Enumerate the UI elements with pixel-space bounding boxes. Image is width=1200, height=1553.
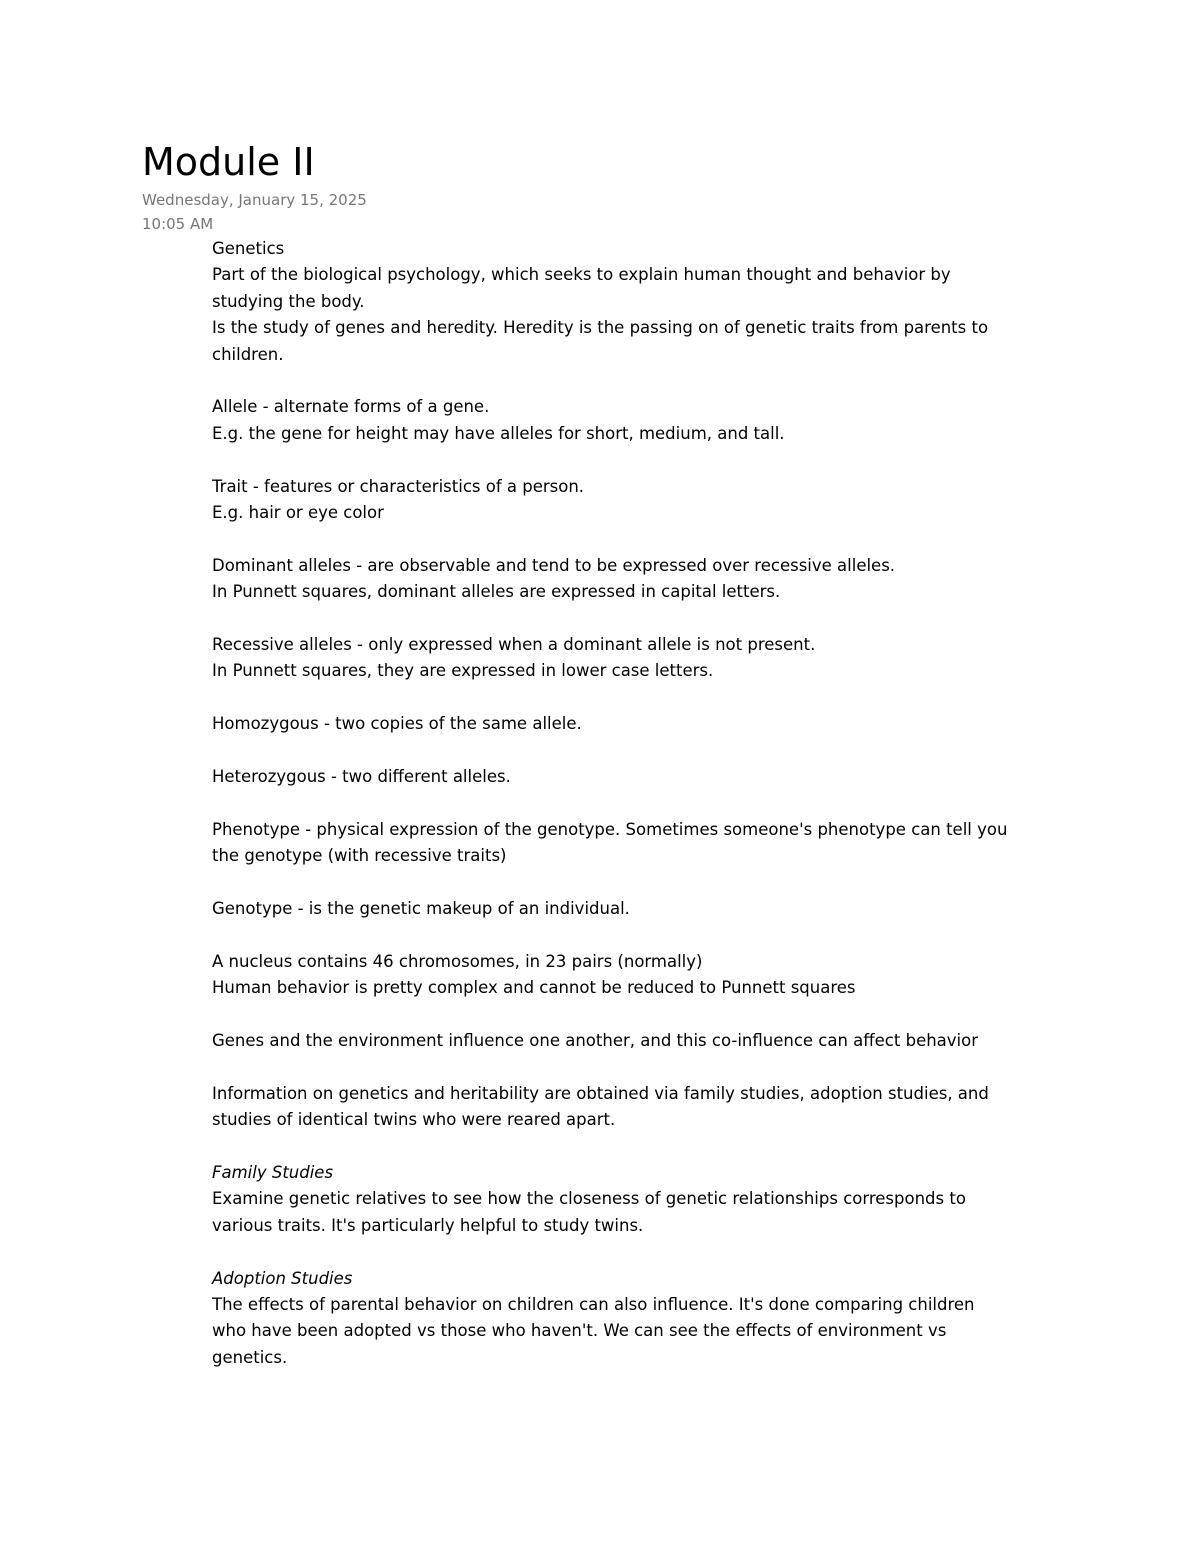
definition-genotype: Genotype - is the genetic makeup of an individual. <box>212 899 630 919</box>
text-line: Part of the biological psychology, which seeks to explain human thought and behavior by <box>212 265 951 285</box>
text-line: who have been adopted vs those who haven't. We can see the effects of environment vs <box>212 1321 947 1341</box>
subheading-adoption-studies <box>212 1266 1072 1292</box>
text-line: genetics. <box>212 1347 288 1367</box>
text-line: studies of identical twins who were reared apart. <box>212 1110 616 1130</box>
text-line: Is the study of genes and heredity. Heredity is the passing on of genetic traits from parents to <box>212 318 989 338</box>
spacer <box>212 790 1072 816</box>
definition-allele: Allele - alternate forms of a gene. <box>212 397 490 417</box>
spacer <box>212 738 1072 764</box>
definition-homozygous: Homozygous - two copies of the same allele. <box>212 714 582 734</box>
subheading-text: Adoption Studies <box>212 1268 353 1288</box>
text-line: various traits. It's particularly helpful to study twins. <box>212 1215 644 1235</box>
spacer <box>212 1239 1072 1265</box>
note-time: 10:05 AM <box>142 215 214 233</box>
text-line: the genotype (with recessive traits) <box>212 846 507 866</box>
text-line: E.g. the gene for height may have alleles for short, medium, and tall. <box>212 423 785 443</box>
text-line: In Punnett squares, they are expressed in lower case letters. <box>212 661 714 681</box>
spacer <box>212 685 1072 711</box>
spacer <box>212 1134 1072 1160</box>
text-line: Human behavior is pretty complex and cannot be reduced to Punnett squares <box>212 978 856 998</box>
text-line: Genes and the environment influence one another, and this co-influence can affect behavior <box>212 1031 979 1051</box>
subheading-family-studies <box>212 1160 1072 1186</box>
spacer <box>212 1002 1072 1028</box>
definition-heterozygous: Heterozygous - two different alleles. <box>212 767 511 787</box>
spacer <box>212 870 1072 896</box>
text-line: Information on genetics and heritability are obtained via family studies, adoption studies, and <box>212 1083 989 1103</box>
section-heading-genetics: Genetics <box>212 239 285 258</box>
spacer <box>212 606 1072 632</box>
definition-recessive: Recessive alleles - only expressed when a dominant allele is not present. <box>212 635 816 655</box>
note-date: Wednesday, January 15, 2025 <box>142 191 367 209</box>
definition-phenotype: Phenotype - physical expression of the genotype. Sometimes someone's phenotype can tell you <box>212 819 1008 839</box>
definition-trait: Trait - features or characteristics of a person. <box>212 476 585 496</box>
text-line: The effects of parental behavior on children can also influence. It's done comparing children <box>212 1295 975 1315</box>
text-line: In Punnett squares, dominant alleles are expressed in capital letters. <box>212 582 781 602</box>
text-line: E.g. hair or eye color <box>212 503 384 523</box>
page-title: Module II <box>142 140 315 184</box>
text-line: studying the body. <box>212 291 365 311</box>
spacer <box>212 922 1072 948</box>
note-body <box>212 236 1072 1371</box>
text-line: A nucleus contains 46 chromosomes, in 23 pairs (normally) <box>212 951 703 971</box>
text-line: Examine genetic relatives to see how the closeness of genetic relationships corresponds to <box>212 1189 966 1209</box>
spacer <box>212 447 1072 473</box>
subheading-text: Family Studies <box>212 1163 334 1183</box>
spacer <box>212 1054 1072 1080</box>
spacer <box>212 368 1072 394</box>
spacer <box>212 526 1072 552</box>
definition-dominant: Dominant alleles - are observable and tend to be expressed over recessive alleles. <box>212 555 896 575</box>
text-line: children. <box>212 344 284 364</box>
